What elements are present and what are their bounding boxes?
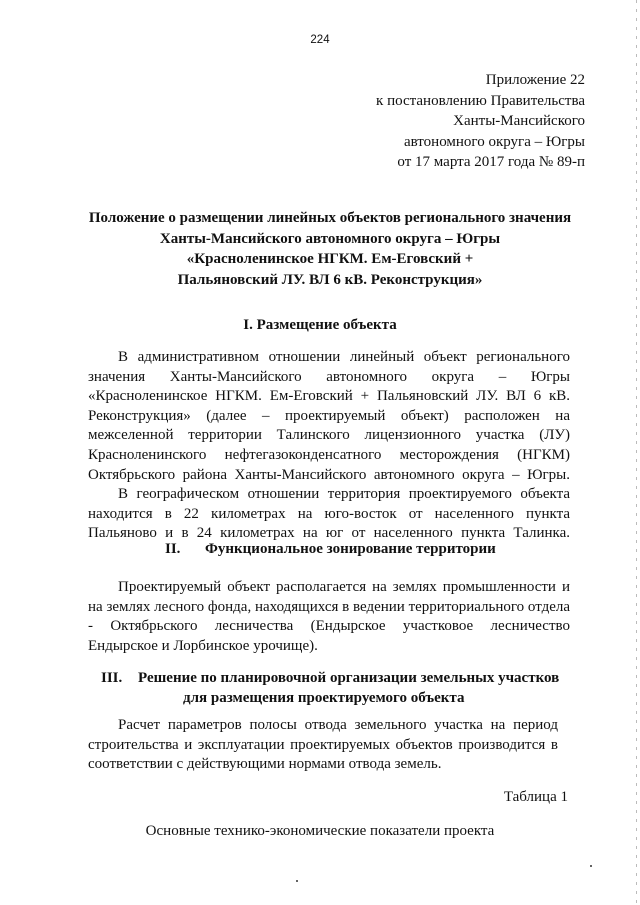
title-line: Ханты-Мансийского автономного округа – Югры bbox=[159, 230, 501, 247]
appendix-line: автономного округа – Югры bbox=[403, 133, 585, 150]
section3-title-line2: для размещения проектируемого объекта bbox=[183, 690, 465, 706]
text-line: Красноленинского нефтегазоконденсатного месторождения (НГКМ) bbox=[88, 446, 570, 463]
page-number: 224 bbox=[310, 34, 330, 46]
title-line: Положение о размещении линейных объектов регионального значения bbox=[88, 210, 572, 226]
section3-title-line1: Решение по планировочной организации земельных участков bbox=[138, 670, 560, 686]
text-line: соответствии с действующими нормами отвода земель. bbox=[88, 756, 442, 773]
table-caption: Основные технико-экономические показатели проекта bbox=[145, 823, 495, 839]
text-line: находится в 22 километрах на юго-восток от населенного пункта bbox=[88, 505, 570, 522]
appendix-line: Ханты-Мансийского bbox=[453, 113, 585, 129]
text-line: - Октябрьского лесничества (Ендырское участковое лесничество bbox=[88, 618, 570, 635]
appendix-line: Приложение 22 bbox=[485, 72, 585, 88]
appendix-line: от 17 марта 2017 года № 89-п bbox=[397, 154, 585, 170]
text-line: В административном отношении линейный объект регионального bbox=[118, 349, 570, 365]
section3-paragraph bbox=[88, 716, 558, 775]
document-title bbox=[85, 208, 575, 290]
table-label: Таблица 1 bbox=[503, 789, 568, 805]
title-line: «Красноленинское НГКМ. Ем-Еговский + bbox=[186, 251, 474, 267]
appendix-line: к постановлению Правительства bbox=[376, 92, 585, 109]
text-line: Октябрьского района Ханты-Мансийского автономного округа – Югры. bbox=[88, 466, 570, 483]
text-line: Проектируемый объект располагается на землях промышленности и bbox=[118, 579, 570, 595]
text-line: межселенной территории Талинского лицензионного участка (ЛУ) bbox=[88, 427, 570, 444]
text-line: строительства и эксплуатации проектируемых объектов производится в bbox=[88, 736, 558, 753]
text-line: Пальяново и в 24 километрах на юг от населенного пункта Талинка. bbox=[88, 525, 570, 542]
text-line: на землях лесного фонда, находящихся в ведении территориального отдела bbox=[88, 598, 570, 615]
section1-heading: I. Размещение объекта bbox=[243, 317, 397, 333]
scan-artifact-dot bbox=[590, 865, 592, 867]
section2-title: Функциональное зонирование территории bbox=[205, 541, 496, 557]
appendix-reference bbox=[376, 70, 585, 173]
section1-paragraph2 bbox=[88, 485, 570, 544]
section2-number: II. bbox=[165, 541, 181, 557]
title-line: Пальяновский ЛУ. ВЛ 6 кВ. Реконструкция» bbox=[177, 271, 483, 288]
text-line: Ендырское и Лорбинское урочище). bbox=[88, 637, 318, 654]
section3-number: III. bbox=[101, 670, 123, 686]
text-line: значения Ханты-Мансийского автономного округа – Югры bbox=[88, 368, 570, 385]
text-line: Расчет параметров полосы отвода земельного участка на период bbox=[118, 717, 558, 733]
section2-paragraph bbox=[88, 578, 570, 656]
scan-edge-line bbox=[636, 0, 637, 905]
scan-artifact-dot bbox=[296, 880, 298, 882]
text-line: Реконструкция» (далее – проектируемый объект) расположен на bbox=[88, 407, 570, 424]
section1-paragraph1 bbox=[88, 348, 570, 485]
text-line: В географическом отношении территория проектируемого объекта bbox=[118, 486, 570, 502]
text-line: «Красноленинское НГКМ. Ем-Еговский + Пальяновский ЛУ. ВЛ 6 кВ. bbox=[88, 388, 570, 405]
